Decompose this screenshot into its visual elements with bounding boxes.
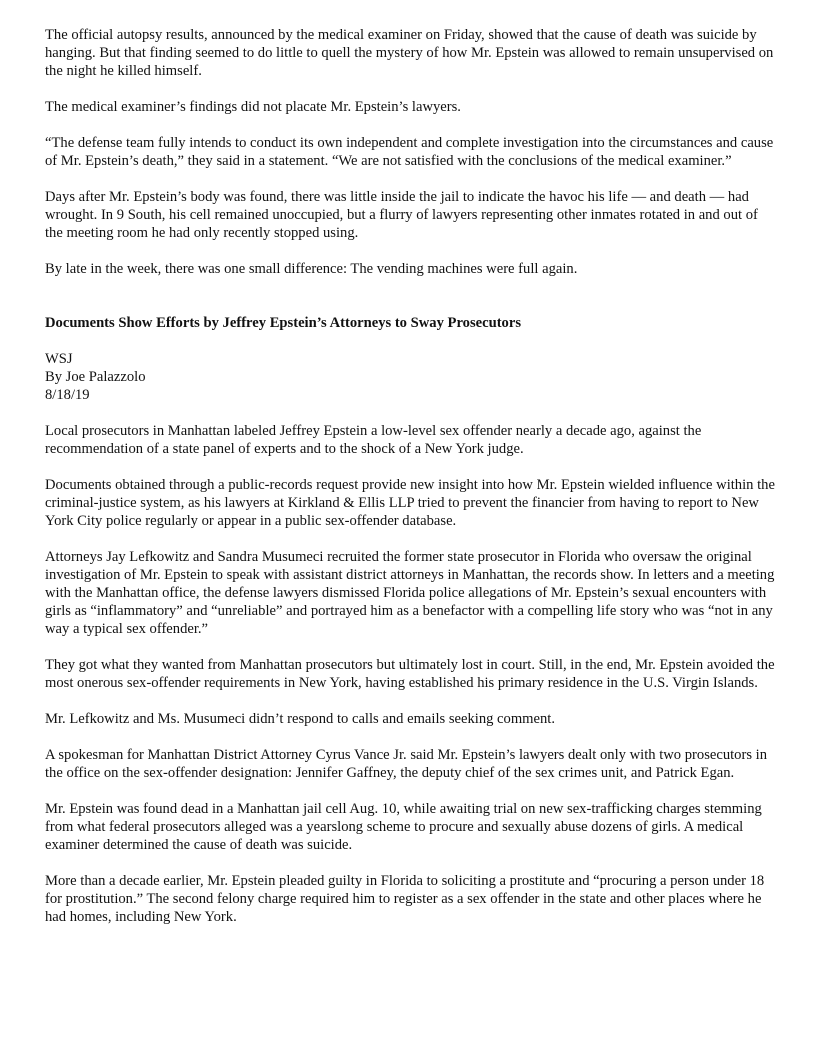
article-wsj: [45, 314, 775, 926]
article-byline: By Joe Palazzolo: [45, 369, 146, 385]
article-headline: Documents Show Efforts by Jeffrey Epstein’s Attorneys to Sway Prosecutors: [45, 315, 522, 331]
article-date: 8/18/19: [45, 387, 90, 403]
paragraph: Mr. Lefkowitz and Ms. Musumeci didn’t respond to calls and emails seeking comment.: [45, 711, 556, 727]
paragraph: They got what they wanted from Manhattan prosecutors but ultimately lost in court. Still, in the end, Mr. Epstein avoided the most onerous sex-offender requirements in New York, having established his primary residence in the U.S. Virgin Islands.: [45, 657, 775, 691]
paragraph: Days after Mr. Epstein’s body was found, there was little inside the jail to indicate the havoc his life — and death — had wrought. In 9 South, his cell remained unoccupied, but a flurry of lawyers representing other inmates rotated in and out of the meeting room he had only recently stopped using.: [45, 189, 758, 241]
paragraph: The official autopsy results, announced by the medical examiner on Friday, showed that the cause of death was suicide by hanging. But that finding seemed to do little to quell the mystery of how Mr. Epstein was allowed to remain unsupervised on the night he killed himself.: [45, 27, 774, 79]
paragraph: Documents obtained through a public-records request provide new insight into how Mr. Epstein wielded influence within the criminal-justice system, as his lawyers at Kirkland & Ellis LLP tried to prevent the financier from having to report to New York City police regularly or appear in a public sex-offender database.: [45, 477, 775, 529]
paragraph: “The defense team fully intends to conduct its own independent and complete investigation into the circumstances and cause of Mr. Epstein’s death,” they said in a statement. “We are not satisfied with the conclusions of the medical examiner.”: [45, 135, 774, 169]
article-meta: [45, 350, 775, 404]
article-source: WSJ: [45, 351, 73, 367]
paragraph: The medical examiner’s findings did not placate Mr. Epstein’s lawyers.: [45, 99, 461, 115]
document-page: [45, 26, 775, 944]
paragraph: Attorneys Jay Lefkowitz and Sandra Musumeci recruited the former state prosecutor in Florida who oversaw the original investigation of Mr. Epstein to speak with assistant district attorneys in Manhattan, the records show. In letters and a meeting with the Manhattan office, the defense lawyers dismissed Florida police allegations of Mr. Epstein’s sexual encounters with girls as “inflammatory” and “unreliable” and portrayed him as a benefactor with a compelling life story who was “not in any way a typical sex offender.”: [45, 549, 775, 637]
article-continuation: [45, 26, 775, 278]
paragraph: By late in the week, there was one small difference: The vending machines were full again.: [45, 261, 578, 277]
paragraph: More than a decade earlier, Mr. Epstein pleaded guilty in Florida to soliciting a prostitute and “procuring a person under 18 for prostitution.” The second felony charge required him to register as a sex offender in the state and other places where he had homes, including New York.: [45, 873, 765, 925]
paragraph: Mr. Epstein was found dead in a Manhattan jail cell Aug. 10, while awaiting trial on new sex-trafficking charges stemming from what federal prosecutors alleged was a yearslong scheme to procure and sexually abuse dozens of girls. A medical examiner determined the cause of death was suicide.: [45, 801, 762, 853]
paragraph: Local prosecutors in Manhattan labeled Jeffrey Epstein a low-level sex offender nearly a decade ago, against the recommendation of a state panel of experts and to the shock of a New York judge.: [45, 423, 702, 457]
paragraph: A spokesman for Manhattan District Attorney Cyrus Vance Jr. said Mr. Epstein’s lawyers dealt only with two prosecutors in the office on the sex-offender designation: Jennifer Gaffney, the deputy chief of the sex crimes unit, and Patrick Egan.: [45, 747, 768, 781]
